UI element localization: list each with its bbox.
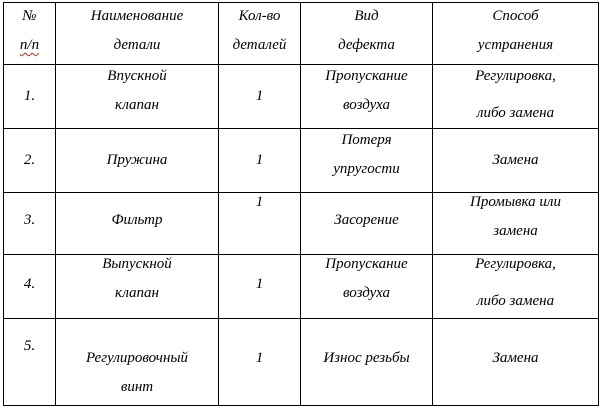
row-name-line2: клапан	[115, 97, 159, 113]
row-fix-cell	[433, 193, 599, 255]
header-name-line1: Наименование	[90, 8, 184, 24]
row-defect-line2: воздуха	[342, 285, 391, 301]
row-qty-cell	[219, 255, 301, 319]
row-number: 4.	[23, 276, 36, 292]
row-fix-line1: Регулировка,	[475, 68, 556, 84]
row-number: 3.	[23, 212, 36, 228]
row-defect-line1: Засорение	[334, 212, 399, 228]
row-defect-line1: Пропускание	[325, 256, 408, 272]
table-row	[4, 65, 599, 129]
row-name-cell	[56, 255, 219, 319]
defects-table	[3, 2, 599, 406]
row-defect-cell	[301, 193, 433, 255]
row-fix-line2: замена	[493, 223, 538, 239]
row-number-cell	[4, 65, 56, 129]
row-name-line1: Пружина	[106, 152, 168, 168]
row-qty-cell	[219, 65, 301, 129]
header-fix-line1: Способ	[492, 8, 539, 24]
header-defect-line2: дефекта	[338, 37, 395, 53]
row-name-cell	[56, 193, 219, 255]
header-cell-name	[56, 3, 219, 65]
table-row	[4, 255, 599, 319]
header-cell-qty	[219, 3, 301, 65]
row-number: 2.	[23, 152, 36, 168]
row-fix-cell	[433, 65, 599, 129]
header-fix-line2: устранения	[477, 37, 554, 53]
header-number-abbrev: п/п	[19, 37, 40, 53]
header-cell-defect	[301, 3, 433, 65]
row-defect-line1: Потеря	[341, 132, 392, 148]
table-row	[4, 319, 599, 406]
row-name-line1: Выпускной	[102, 256, 172, 272]
row-defect-line1: Пропускание	[325, 68, 408, 84]
row-name-line2: винт	[120, 379, 154, 395]
table-row	[4, 193, 599, 255]
row-fix-line1: Замена	[492, 152, 539, 168]
row-qty-cell	[219, 193, 301, 255]
row-fix-cell	[433, 129, 599, 193]
row-name-line1: Регулировочный	[85, 350, 189, 366]
row-number-cell	[4, 193, 56, 255]
row-fix-line2: либо замена	[476, 105, 555, 121]
row-number-cell	[4, 255, 56, 319]
row-defect-cell	[301, 255, 433, 319]
row-name-cell	[56, 129, 219, 193]
row-name-cell	[56, 319, 219, 406]
row-number-cell	[4, 319, 56, 406]
row-fix-line1: Промывка или	[470, 194, 561, 210]
header-defect-line1: Вид	[354, 8, 379, 24]
table-row	[4, 129, 599, 193]
row-fix-line1: Регулировка,	[475, 256, 556, 272]
row-number-cell	[4, 129, 56, 193]
header-cell-number	[4, 3, 56, 65]
row-qty: 1	[255, 276, 264, 292]
row-qty: 1	[255, 194, 264, 210]
row-defect-cell	[301, 65, 433, 129]
row-qty-cell	[219, 319, 301, 406]
row-fix-line1: Замена	[492, 350, 539, 366]
row-qty-cell	[219, 129, 301, 193]
row-qty: 1	[255, 88, 264, 104]
row-fix-cell	[433, 319, 599, 406]
header-cell-fix	[433, 3, 599, 65]
row-qty: 1	[255, 152, 264, 168]
header-name-line2: детали	[113, 37, 161, 53]
header-qty-line2: деталей	[232, 37, 287, 53]
row-defect-cell	[301, 129, 433, 193]
header-number-symbol: №	[22, 8, 37, 24]
row-name-line2: клапан	[115, 285, 159, 301]
row-name-line1: Впускной	[107, 68, 167, 84]
row-defect-cell	[301, 319, 433, 406]
table-header-row	[4, 3, 599, 65]
row-defect-line2: упругости	[333, 161, 400, 177]
row-fix-cell	[433, 255, 599, 319]
row-number: 5.	[23, 338, 36, 354]
row-name-line1: Фильтр	[111, 212, 163, 228]
row-qty: 1	[255, 350, 264, 366]
row-defect-line1: Износ резьбы	[323, 350, 410, 366]
header-qty-line1: Кол-во	[238, 8, 281, 24]
row-name-cell	[56, 65, 219, 129]
row-defect-line2: воздуха	[342, 97, 391, 113]
row-number: 1.	[23, 88, 36, 104]
row-fix-line2: либо замена	[476, 293, 555, 309]
